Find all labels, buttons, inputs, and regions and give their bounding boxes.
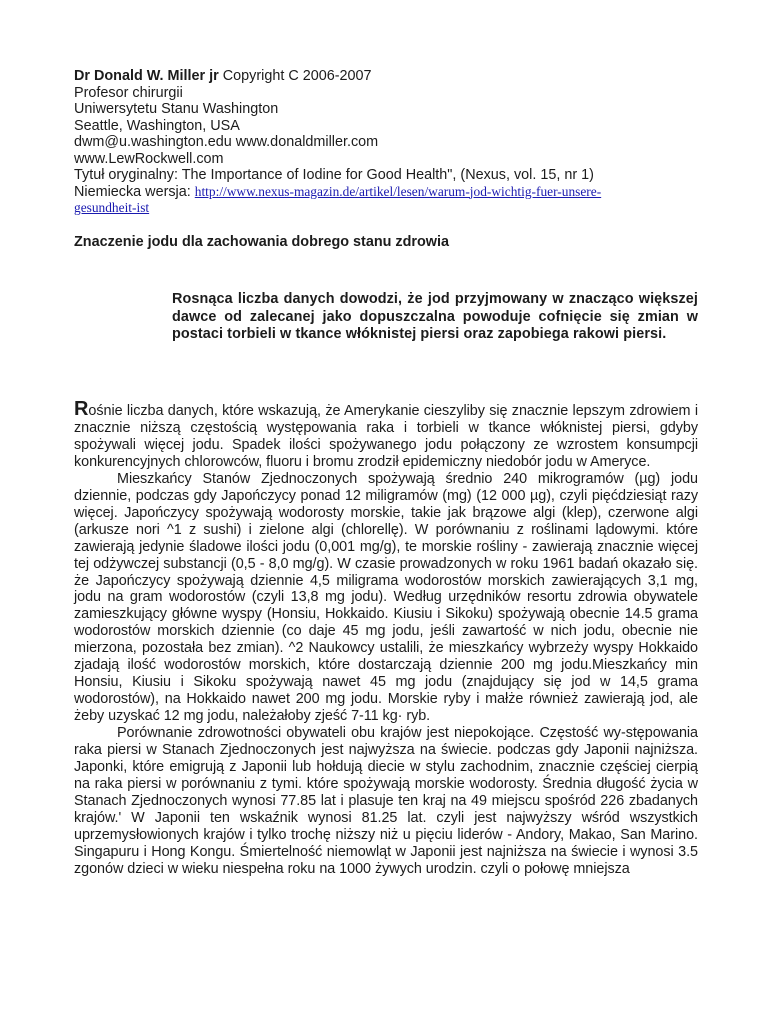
paragraph-2: Mieszkańcy Stanów Zjednoczonych spożywają średnio 240 mikrogramów (µg) jodu dziennie, podczas gdy Japończycy ponad 12 miligramów (mg) (12 000 µg), czyli pięćdziesiąt razy więcej. Japończycy spożywają wodorosty morskie, takie jak brązowe algi (klep), czerwone algi (arkusze nori ^1 z sushi) i zielone algi (chlorellę). W porównaniu z roślinami lądowymi. które zawierają jedynie śladowe ilości jodu (0,001 mg/g), te morskie rośliny - zawierają znacznie więcej tej odżywczej substancji (0,5 - 8,0 mg/g). W czasie prowadzonych w roku 1961 badań okazało się. że Japończycy spożywają dziennie 4,5 miligrama wodorostów morskich zawierających 3,1 mg, jodu na gram wodorostów (czyli 13,8 mg jodu). Według urzędników resortu zdrowia obywatele zamieszkujący główne wyspy (Honsiu, Hokkaido. Kiusiu i Sikoku) spożywają obecnie 14.5 grama wodorostów morskich dziennie (co daje 45 mg jodu, jeśli zawartość w nich jodu, obecnie nie mierzona, pozostała bez zmian). ^2 Naukowcy ustalili, że mieszkańcy wybrzeży wyspy Hokkaido zjadają ilość wodorostów morskich, które dostarczają dziennie 200 mg jodu.Mieszkańcy min Honsiu, Kiusiu i Sikoku spożywają nawet 45 mg jodu (znajdujący się jod w 14,5 grama wodorostów), na Hokkaido nawet 200 mg jodu. Morskie ryby i małże również zawierają jod, ale żeby uzyskać 12 mg jodu, należałoby zjeść 7-11 kg· ryb.	[74, 470, 698, 725]
german-version-link-tail[interactable]: gesundheit-ist	[74, 200, 150, 215]
german-version-line	[74, 184, 714, 201]
copyright-notice: Copyright C 2006-2007	[222, 68, 372, 84]
paragraph-1	[74, 398, 698, 471]
german-version-link[interactable]: http://www.nexus-magazin.de/artikel/lesen/warum-jod-wichtig-fuer-unsere-	[194, 183, 602, 199]
author-position: Profesor chirurgii	[74, 84, 183, 101]
author-university: Uniwersytetu Stanu Washington	[74, 101, 279, 117]
drop-cap: R	[74, 398, 89, 420]
article-lead: Rosnąca liczba danych dowodzi, że jod przyjmowany w znacząco większej dawce od zalecanej jako dopuszczalna powoduje cofnięcie się zmian w postaci torbieli w tkance włóknistej piersi oraz zapobiega rakowi piersi.	[172, 291, 698, 343]
article-body	[74, 398, 698, 878]
author-header	[74, 68, 714, 217]
author-name: Dr Donald W. Miller jr	[74, 68, 219, 84]
author-contacts: dwm@u.washington.edu www.donaldmiller.com	[74, 134, 379, 150]
author-line	[74, 68, 714, 85]
paragraph-3: Porównanie zdrowotności obywateli obu krajów jest niepokojące. Częstość wy-stępowania raka piersi w Stanach Zjednoczonych jest najwyższa na świecie. podczas gdy Japonii najniższa. Japonki, które emigrują z Japonii lub hołdują diecie w stylu zachodnim, znacznie częściej cierpią na raka piersi w porównaniu z tymi. które spożywają morskie wodorosty. Średnia długość życia w Stanach Zjednoczonych wynosi 77.85 lat i plasuje ten kraj na 49 miejscu spośród 226 zbadanych krajów.' W Japonii ten wskaźnik wynosi 81.25 lat. czyli jest najwyższy wśród wszystkich uprzemysłowionych krajów i tylko trochę niższy niż u pięciu liderów - Andory, Makao, San Marino. Singapuru i Hong Kongu. Śmiertelność niemowląt w Japonii jest najniższa na świecie i wynosi 3.5 zgonów dzieci w wieku niespełna roku na 1000 żywych urodzin. czyli o połowę mniejsza	[74, 725, 698, 877]
author-site: www.LewRockwell.com	[74, 150, 224, 167]
paragraph-1-text: ośnie liczba danych, które wskazują, że Amerykanie cieszyliby się znacznie lepszym zdrowiem i znacznie niższą częstością występowania raka i torbieli w tkance włóknistej piersi, gdyby spożywali więcej jodu. Spadek ilości spożywanego jodu połączony ze wzrostem konsumpcji konkurencyjnych chlorowców, fluoru i bromu zrodził epidemiczny niedobór jodu w Ameryce.	[74, 403, 698, 470]
german-version-link-continued	[74, 200, 714, 217]
author-location: Seattle, Washington, USA	[74, 117, 240, 134]
original-title: Tytuł oryginalny: The Importance of Iodine for Good Health", (Nexus, vol. 15, nr 1)	[74, 167, 594, 183]
german-version-label: Niemiecka wersja:	[74, 183, 191, 200]
article-title: Znaczenie jodu dla zachowania dobrego stanu zdrowia	[74, 234, 450, 250]
